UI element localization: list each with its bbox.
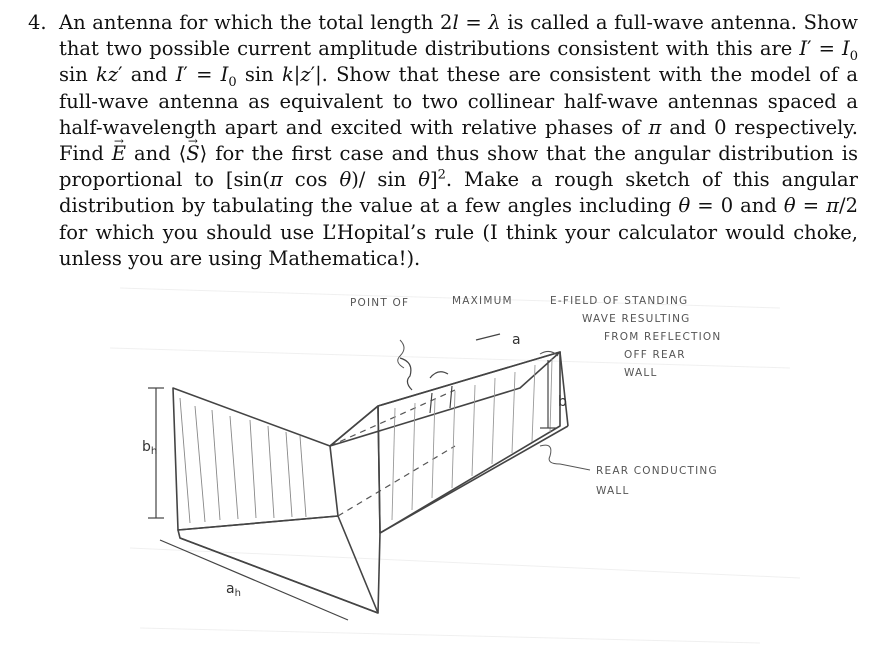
math-vector-E: → E — [112, 141, 126, 167]
e-field-arrows — [400, 358, 452, 413]
label-wall: WALL — [624, 367, 658, 379]
dimension-a — [476, 334, 500, 340]
problem-text — [59, 10, 858, 272]
label-bh: $b_h$ — [142, 439, 158, 457]
math-var-I0: I — [220, 63, 229, 87]
label-off-rear: OFF REAR — [624, 349, 686, 361]
math-var-theta: θ — [783, 194, 796, 218]
problem-text-segment: ′ = — [183, 63, 221, 87]
problem-text-segment: ⟩ for the first case and thus show that the angular distribution is proportional to [sin( — [59, 142, 859, 192]
math-var-I: I — [175, 63, 184, 87]
math-var-theta: θ — [339, 168, 352, 192]
horn-bottom-edge — [180, 538, 378, 613]
math-subscript: 0 — [849, 49, 858, 65]
problem-text-segment: . Make a rough sketch of this angular distribution by tabulating the value at a few angles including — [59, 168, 858, 218]
math-var-I0: I — [842, 37, 850, 61]
problem-text-segment: and ⟨ — [126, 142, 187, 166]
label-point-of: POINT OF — [350, 297, 410, 309]
dimension-b — [540, 360, 556, 428]
label-ah: $a_h$ — [226, 581, 241, 599]
waveguide-top-face — [330, 352, 560, 446]
label-rear-wall: WALL — [596, 485, 630, 497]
problem-text-segment: = — [458, 11, 489, 34]
math-var-pi: π — [648, 115, 662, 139]
waveguide-hatching — [392, 359, 552, 520]
problem-text-segment: An antenna for which the total length 2 — [59, 11, 453, 34]
label-from-reflection: FROM REFLECTION — [604, 331, 722, 343]
math-var-lambda: λ — [488, 11, 501, 34]
problem-text-segment: = — [795, 194, 827, 218]
math-superscript: 2 — [437, 167, 446, 183]
waveguide — [330, 352, 568, 613]
math-var-z: z — [300, 63, 311, 87]
math-var-I: I — [799, 37, 808, 61]
problem-text-segment: = 0 and — [690, 194, 784, 218]
math-var-pi: π — [269, 168, 283, 192]
label-a: a — [512, 332, 521, 348]
problem-text-segment: ] — [429, 168, 438, 192]
label-b: b — [558, 394, 567, 410]
math-vector-S: → S — [186, 141, 199, 167]
dimension-ah — [160, 540, 348, 620]
math-var-l: l — [452, 11, 459, 34]
problem-text-segment: cos — [282, 168, 340, 192]
label-e-field-of-standing: E-FIELD OF STANDING — [550, 295, 689, 307]
label-rear-conducting: REAR CONDUCTING — [596, 465, 718, 477]
problem-text-segment: sin — [59, 63, 97, 87]
math-var-theta: θ — [678, 194, 691, 218]
math-var-k: k — [281, 63, 294, 87]
label-wave-resulting: WAVE RESULTING — [582, 313, 691, 325]
problem-text-segment: ′|. Show that these are consistent with the model of a full-wave antenna as equivalent to two collinear half-wave antennas spaced a half-wavelength apart and excited with relative phases of — [59, 63, 858, 139]
problem-statement — [28, 10, 858, 272]
math-var-pi: π — [826, 194, 839, 218]
math-var-kz: kz — [96, 63, 119, 87]
math-var-theta: θ — [418, 168, 430, 192]
horn-hatching — [180, 398, 306, 523]
problem-text-segment: ′ and — [118, 63, 176, 87]
problem-text-segment: ′ = — [807, 37, 843, 61]
problem-text-segment: is called a full-wave antenna. Show that two possible current amplitude distributions consistent with this are — [59, 11, 858, 61]
problem-text-segment: /2 for which you should use L’Hopital’s rule (I think your calculator would choke, unless you are using Mathematica!). — [59, 194, 858, 270]
horn-bottom-face — [178, 516, 378, 613]
horn-antenna-sketch — [0, 248, 895, 664]
horn-flare — [173, 388, 378, 613]
problem-text-segment: )/ sin — [351, 168, 419, 192]
problem-text-segment: and 0 respectively. Find — [59, 115, 858, 166]
problem-text-segment: | — [293, 63, 301, 87]
problem-number: 4. — [28, 11, 47, 34]
waveguide-side-face — [378, 352, 560, 533]
label-maximum: MAXIMUM — [452, 295, 513, 307]
problem-text-segment: sin — [236, 63, 282, 87]
math-subscript: 0 — [228, 75, 237, 91]
